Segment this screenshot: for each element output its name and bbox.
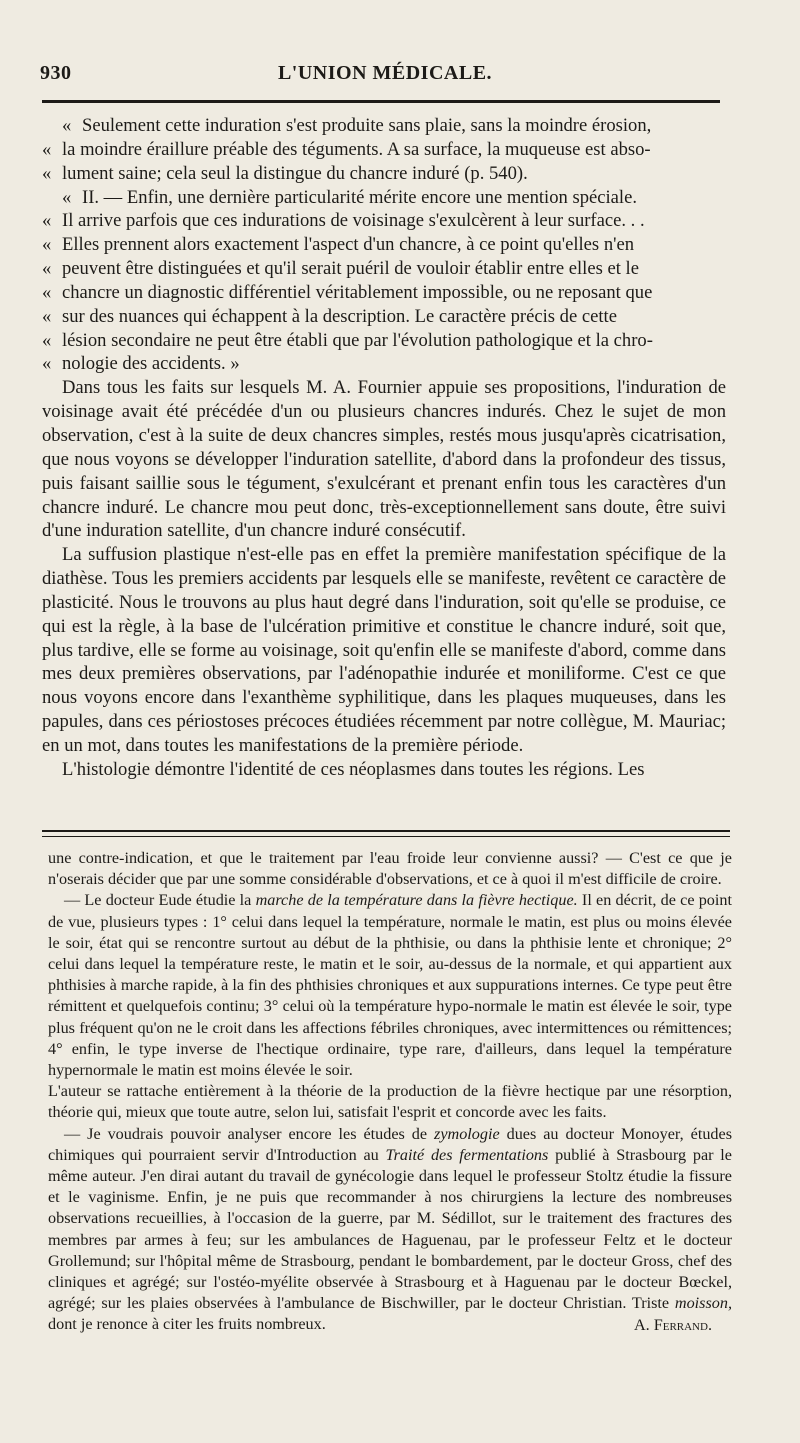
quote-line	[42, 352, 726, 376]
running-title: L'UNION MÉDICALE.	[277, 62, 493, 84]
quote-line-text: la moindre éraillure préable des téguments. A sa surface, la muqueuse est abso-	[62, 138, 651, 160]
quote-line-text: II. — Enfin, une dernière particularité mérite encore une mention spéciale.	[82, 186, 637, 208]
quote-line-text: Elles prennent alors exactement l'aspect d'un chancre, à ce point qu'elles n'en	[62, 234, 635, 256]
footnote-rule-thin	[42, 836, 730, 837]
note-text: — Je voudrais pouvoir analyser encore les études de	[64, 1124, 435, 1143]
quote-line	[42, 209, 726, 233]
main-text	[42, 114, 726, 782]
quote-line	[42, 329, 726, 353]
note-paragraph: L'auteur se rattache entièrement à la théorie de la production de la fièvre hectique par une résorption, théorie qui, mieux que toute autre, selon lui, satisfait l'esprit et concorde avec les faits.	[48, 1082, 732, 1122]
note-paragraph: une contre-indication, et que le traitement par l'eau froide leur convienne aussi? — C'est ce que je n'oserais décider que par une somme considérable d'observations, et ce à quoi il m'est difficile de croire.	[48, 849, 732, 889]
note-text: publié à Strasbourg par le même auteur. J'en dirai autant du travail de gynécologie dans lequel le professeur Stoltz étudie la fissure et le vaginisme. Enfin, je ne puis que recommander à nos chirurgiens la lecture des nombreuses observations recueillies, à l'occasion de la guerre, par M. Sédillot, sur le traitement des fractures des membres par armes à feu; sur les ambulances de Haguenau, par le professeur Feltz et le docteur Grollemund; sur l'hôpital même de Strasbourg, pendant le bombardement, par le docteur Gross, chef des cliniques et agrégé; sur l'ostéo-myélite observée à Strasbourg et à Haguenau par le docteur Bœckel, agrégé; sur les plaies observées à l'ambulance de Bischwiller, par le docteur Christian. Triste	[48, 1145, 732, 1313]
note-paragraph	[48, 890, 732, 1081]
quote-line	[42, 114, 726, 138]
quotation-block	[42, 114, 726, 376]
note-text: dont je renonce à citer les fruits nombreux.	[48, 1315, 326, 1334]
footnote-rule	[42, 830, 730, 832]
quote-mark: «	[42, 138, 52, 160]
quote-line-text: sur des nuances qui échappent à la description. Le caractère précis de cette	[62, 305, 617, 327]
quote-line	[42, 281, 726, 305]
quote-line-text: peuvent être distinguées et qu'il serait puéril de vouloir établir entre elles et le	[62, 258, 639, 280]
quote-mark: «	[42, 353, 52, 375]
paragraph: L'histologie démontre l'identité de ces néoplasmes dans toutes les régions. Les	[62, 758, 645, 780]
note-text: — Le docteur Eude étudie la	[64, 891, 256, 910]
quote-mark: «	[42, 162, 52, 184]
quote-mark: «	[42, 281, 52, 303]
quote-line-text: Seulement cette induration s'est produite sans plaie, sans la moindre érosion,	[82, 115, 652, 136]
page-header	[40, 60, 730, 90]
quote-line	[42, 138, 726, 162]
note-italic-title: marche de la température dans la fièvre hectique.	[255, 891, 578, 910]
note-text: Il en décrit, de ce point de vue, plusieurs types : 1° celui dans lequel la température, normale le matin, est plus ou moins élevée le soir, état qui se rencontre surtout au début de la phthisie, ou dans la phthisie lente et chronique; 2° celui dans lequel la température reste, le matin et le soir, au-dessus de la normale, et qui appartient aux phthisies à marche rapide, à la fin des phthisies chroniques et aux suppurations internes. Ce type peut être rémittent et quelquefois continu; 3° celui où la température hypo-normale le matin est élevée le soir, type plus fréquent qu'on ne le croit dans les affections fébriles chroniques, avec intermittences ou rémittences; 4° enfin, le type inverse de l'hectique ordinaire, type rare, d'ailleurs, dans lequel la température hypernormale le matin est moins élevée le soir.	[48, 891, 732, 1080]
quote-line	[42, 233, 726, 257]
quote-mark: «	[42, 305, 52, 327]
author-signature: A. Ferrand.	[633, 1315, 712, 1334]
quote-mark: «	[62, 115, 72, 136]
quote-mark: «	[62, 186, 72, 208]
quote-mark: «	[42, 329, 52, 351]
quote-line-text: lésion secondaire ne peut être établi que par l'évolution pathologique et la chro-	[62, 329, 653, 351]
page-number: 930	[40, 62, 72, 84]
note-italic-title: Traité des fermentations	[385, 1145, 549, 1164]
quote-line-text: Il arrive parfois que ces indurations de voisinage s'exulcèrent à leur surface. . .	[62, 210, 645, 232]
quote-line	[42, 305, 726, 329]
note-text: dues au docteur Monoyer, études chimiques qui pourraient servir d'Introduction au	[48, 1124, 732, 1164]
note-italic-term: moisson,	[674, 1294, 732, 1313]
note-italic-term: zymologie	[434, 1124, 500, 1143]
quote-mark: «	[42, 258, 52, 280]
quote-line	[42, 162, 726, 186]
quote-line	[42, 257, 726, 281]
quote-line-text: nologie des accidents. »	[62, 353, 240, 375]
quote-mark: «	[42, 234, 52, 256]
quote-line-text: chancre un diagnostic différentiel véritablement impossible, ou ne reposant que	[62, 281, 653, 303]
note-paragraph	[48, 1124, 732, 1336]
quote-line	[42, 186, 726, 210]
paragraph: Dans tous les faits sur lesquels M. A. Fournier appuie ses propositions, l'induration de voisinage avait été précédée d'un ou plusieurs chancres indurés. Chez le sujet de mon observation, c'est à la suite de deux chancres simples, restés mous jusqu'après cicatrisation, que nous voyons se développer l'induration satellite, d'abord dans la profondeur des tissus, puis faisant saillie sous le tégument, s'exulcérant et prenant enfin tous les caractères d'un chancre induré. Le chancre mou peut donc, très-exceptionnellement sans doute, être suivi d'une induration satellite, d'un chancre induré consécutif.	[42, 377, 726, 542]
paragraph: La suffusion plastique n'est-elle pas en effet la première manifestation spécifique de la diathèse. Tous les premiers accidents par lesquels elle se manifeste, revêtent ce caractère de plasticité. Nous le trouvons au plus haut degré dans l'induration, soit qu'elle se produise, ce qui est la règle, à la base de l'ulcération primitive et constitue le chancre induré, soit que, plus tardive, elle se forme au voisinage, soit qu'enfin elle se manifeste d'abord, comme dans mes deux premières observations, par l'adénopathie indurée et moniliforme. C'est ce que nous voyons encore dans l'exanthème syphilitique, dans les plaques muqueuses, dans les papules, dans ces périostoses précoces étudiées récemment par notre collègue, M. Mauriac; en un mot, dans toutes les manifestations de la première période.	[42, 544, 726, 756]
quote-line-text: lument saine; cela seul la distingue du chancre induré (p. 540).	[62, 162, 528, 184]
feuilleton-notes	[48, 848, 732, 1336]
quote-mark: «	[42, 210, 52, 232]
header-rule	[42, 100, 720, 103]
